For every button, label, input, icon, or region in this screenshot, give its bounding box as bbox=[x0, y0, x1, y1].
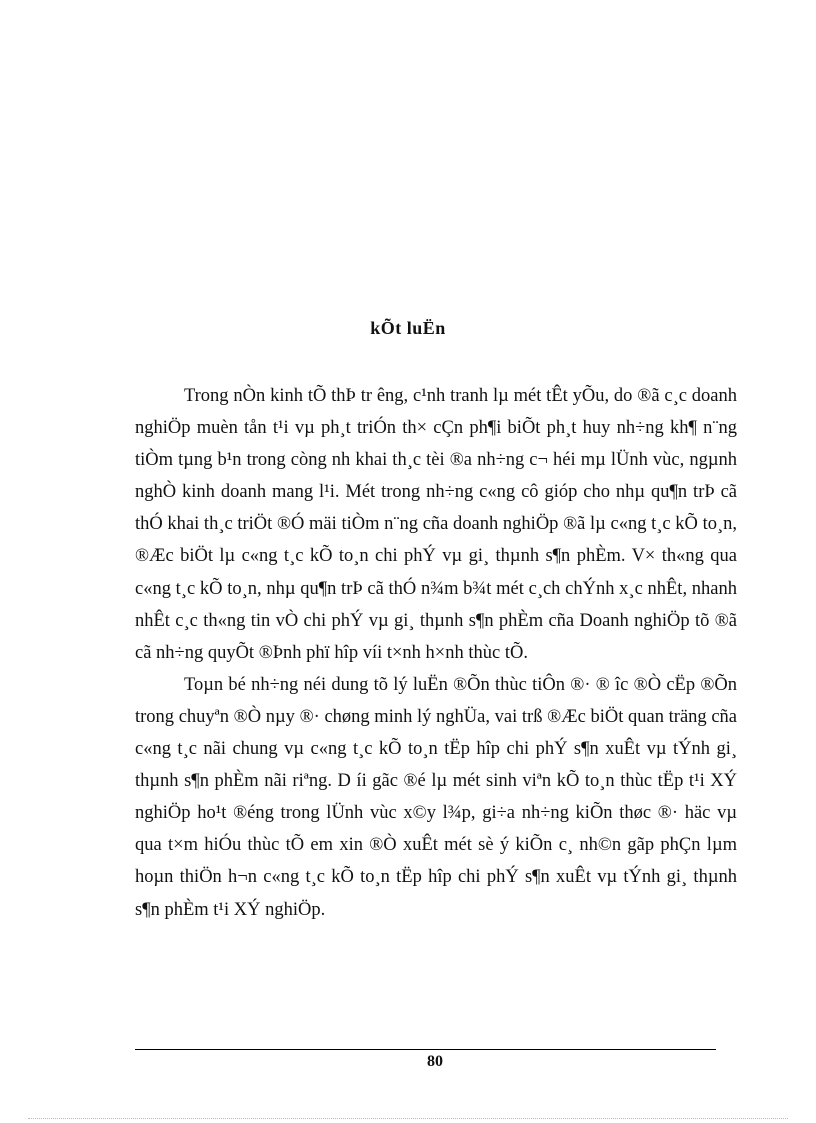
page-number: 80 bbox=[427, 1053, 443, 1070]
page-bottom-border bbox=[28, 1118, 788, 1119]
paragraph-conclusion-1: Trong nÒn kinh tÕ thÞ tr êng, c¹nh tranh lµ mét tÊt yÕu, do ®ã c¸c doanh nghiÖp muèn tån t¹i vµ ph¸t triÓn th× cÇn ph¶i biÕt ph¸t huy nh÷ng kh¶ n¨ng tiÒm tµng b¹n trong còng nh khai th¸c tèi ®a nh÷ng c¬ héi mµ lÜnh vùc, ngµnh nghÒ kinh doanh mang l¹i. Mét trong nh÷ng c«ng cô gióp cho nhµ qu¶n trÞ cã thÓ khai th¸c triÖt ®Ó mäi tiÒm n¨ng cña doanh nghiÖp ®ã lµ c«ng t¸c kÕ to¸n, ®Æc biÖt lµ c«ng t¸c kÕ to¸n chi phÝ vµ gi¸ thµnh s¶n phÈm. V× th«ng qua c«ng t¸c kÕ to¸n, nhµ qu¶n trÞ cã thÓ n¾m b¾t mét c¸ch chÝnh x¸c nhÊt, nhanh nhÊt c¸c th«ng tin vÒ chi phÝ vµ gi¸ thµnh s¶n phÈm cña Doanh nghiÖp tõ ®ã cã nh÷ng quyÕt ®Þnh phï hîp víi t×nh h×nh thùc tÕ. bbox=[135, 386, 737, 663]
footer-divider bbox=[135, 1049, 716, 1050]
page-title: kÕt luËn bbox=[370, 318, 446, 338]
paragraph-conclusion-2: Toµn bé nh÷ng néi dung tõ lý luËn ®Õn thùc tiÔn ®· ® îc ®Ò cËp ®Õn trong chuyªn ®Ò nµy ®· chøng minh lý nghÜa, vai trß ®Æc biÖt quan träng cña c«ng t¸c nãi chung vµ c«ng t¸c kÕ to¸n tËp hîp chi phÝ s¶n xuÊt vµ tÝnh gi¸ thµnh s¶n phÈm nãi riªng. D íi gãc ®é lµ mét sinh viªn kÕ to¸n thùc tËp t¹i XÝ nghiÖp ho¹t ®éng trong lÜnh vùc x©y l¾p, gi÷a nh÷ng kiÕn thøc ®· häc vµ qua t×m hiÓu thùc tÕ em xin ®Ò xuÊt mét sè ý kiÕn c¸ nh©n gãp phÇn lµm hoµn thiÖn h¬n c«ng t¸c kÕ to¸n tËp hîp chi phÝ s¶n xuÊt vµ tÝnh gi¸ thµnh s¶n phÈm t¹i XÝ nghiÖp. bbox=[135, 674, 737, 920]
body-text bbox=[135, 380, 737, 926]
